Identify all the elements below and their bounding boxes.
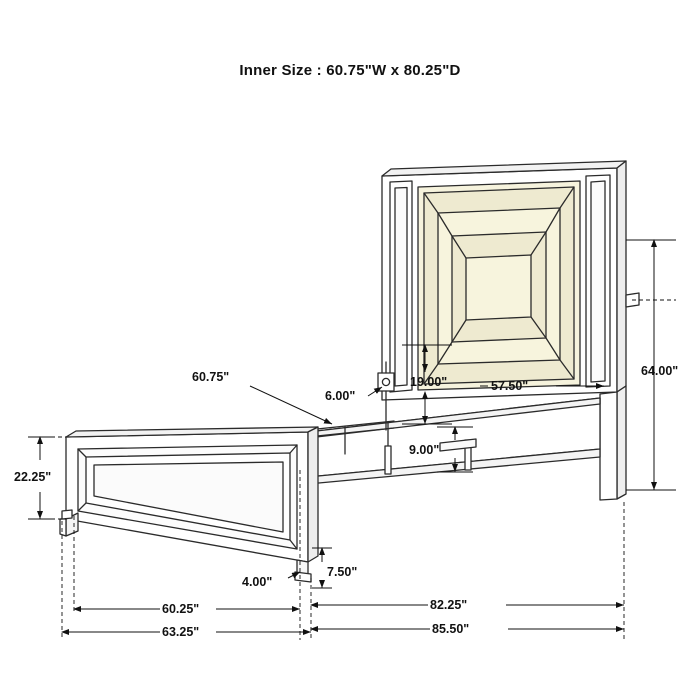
dim-label-leg-width: 4.00" bbox=[242, 575, 273, 589]
dim-label-headboard-panel-width: 60.75" bbox=[192, 370, 230, 384]
dim-label-foot-rail-height: 7.50" bbox=[327, 565, 358, 579]
headboard bbox=[382, 161, 626, 400]
dim-label-footboard-outer-width: 63.25" bbox=[162, 625, 200, 639]
dim-label-headboard-height: 64.00" bbox=[641, 364, 679, 378]
dim-label-headboard-panel-height: 19.00" bbox=[410, 375, 448, 389]
dim-label-rail-thickness: 6.00" bbox=[325, 389, 356, 403]
bed-illustration bbox=[60, 161, 639, 582]
dim-label-side-rail-length: 82.25" bbox=[430, 598, 468, 612]
dim-label-headboard-width: 57.50" bbox=[491, 379, 529, 393]
dim-label-overall-length: 85.50" bbox=[432, 622, 470, 636]
dim-label-footboard-height: 22.25" bbox=[14, 470, 52, 484]
footboard bbox=[66, 427, 318, 562]
dim-headboard-panel-width bbox=[250, 386, 332, 424]
page-title: Inner Size : 60.75"W x 80.25"D bbox=[239, 62, 461, 79]
dim-label-slat-clearance: 9.00" bbox=[409, 443, 440, 457]
dim-label-footboard-inner-width: 60.25" bbox=[162, 602, 200, 616]
